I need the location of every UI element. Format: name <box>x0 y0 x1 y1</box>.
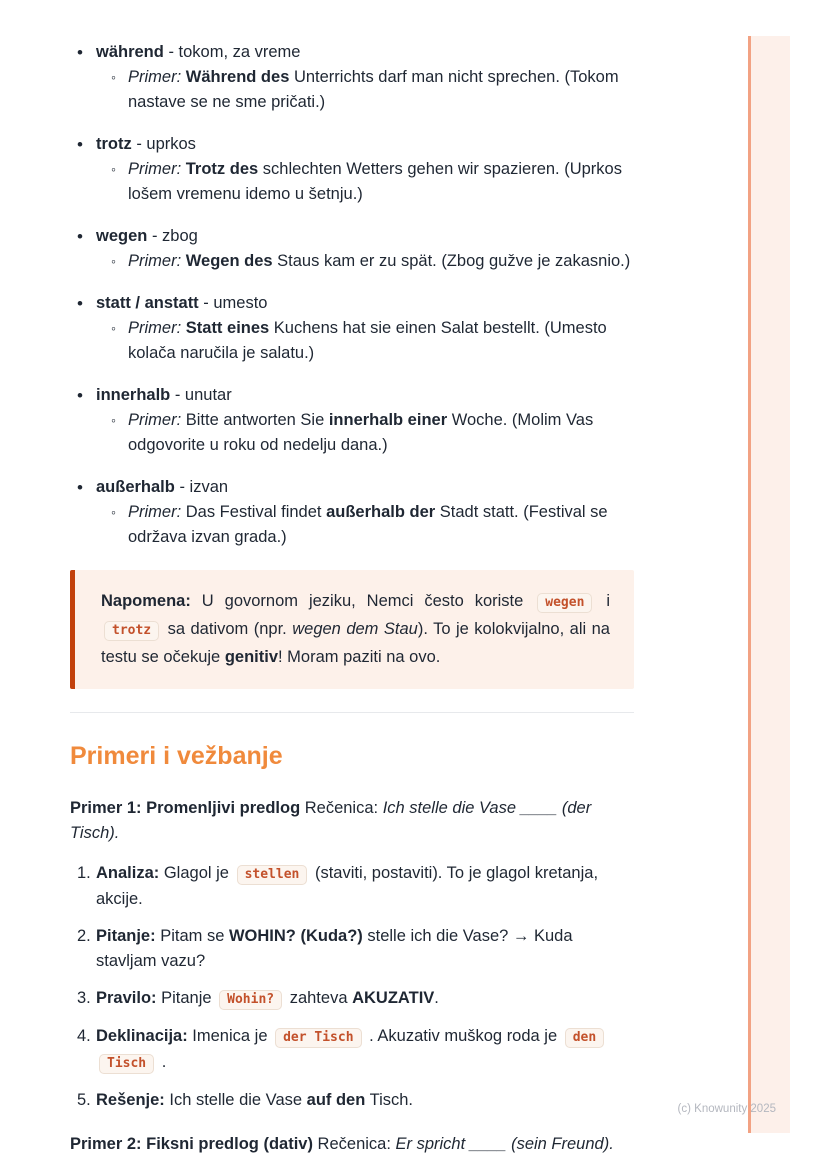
text-segment-bold: Wegen des <box>185 252 273 270</box>
text-segment-bold: Trotz des <box>185 160 259 178</box>
text-segment-text: - zbog <box>147 227 198 245</box>
text-segment-code: Wohin? <box>219 990 282 1010</box>
step-number: 5. <box>77 1091 91 1109</box>
preposition-term <box>96 40 634 65</box>
text-segment-code: den Tisch <box>99 1028 604 1074</box>
preposition-term <box>96 291 634 316</box>
text-segment-bold: auf den <box>306 1091 366 1109</box>
preposition-list <box>70 40 634 550</box>
list-item <box>70 383 634 458</box>
list-item <box>70 291 634 366</box>
text-segment-text: - uprkos <box>131 135 196 153</box>
step-item <box>70 1024 634 1076</box>
text-segment-bold: Analiza: <box>96 864 160 882</box>
circle-bullet-icon: ◦ <box>111 320 116 336</box>
note-callout <box>70 570 634 689</box>
text-segment-text: Tisch. <box>365 1091 413 1109</box>
text-segment-text: stelle ich die Vase? → Kuda stavljam vazu? <box>96 927 573 970</box>
text-segment-code: stellen <box>237 865 308 885</box>
circle-bullet-icon: ◦ <box>111 69 116 85</box>
step-text <box>96 986 634 1012</box>
preposition-term <box>96 475 634 500</box>
section-divider <box>70 712 634 713</box>
text-segment-text: Stadt statt. (Festival se održava izvan grada.) <box>128 503 608 546</box>
example-item <box>96 316 634 366</box>
text-segment-text: Pitam se <box>155 927 229 945</box>
step-text <box>96 1024 634 1076</box>
step-item <box>70 986 634 1012</box>
preposition-example <box>128 65 634 115</box>
text-segment-bold: wegen <box>96 227 148 245</box>
circle-bullet-icon: ◦ <box>111 504 116 520</box>
text-segment-text: zahteva <box>285 989 353 1007</box>
step-text <box>96 861 634 912</box>
preposition-term <box>96 224 634 249</box>
text-segment-text: . Akuzativ muškog roda je <box>364 1027 562 1045</box>
text-segment-text: Unterrichts darf man nicht sprechen. (Tokom nastave se ne sme pričati.) <box>128 68 619 111</box>
text-segment-bold: Primer 1: Promenljivi predlog <box>70 799 301 817</box>
bullet-icon: • <box>77 294 83 313</box>
example-item <box>96 65 634 115</box>
text-segment-text: (staviti, postaviti). To je glagol kretanja, akcije. <box>96 864 599 908</box>
text-segment-text: i <box>595 592 611 610</box>
text-segment-bold: Pravilo: <box>96 989 157 1007</box>
preposition-example <box>128 249 634 274</box>
watermark-text: (c) Knowunity 2025 <box>677 1103 776 1115</box>
text-segment-code: der Tisch <box>275 1028 361 1048</box>
text-segment-text: Bitte antworten Sie <box>181 411 329 429</box>
text-segment-text: - tokom, za vreme <box>163 43 301 61</box>
text-segment-bold: innerhalb einer <box>328 411 448 429</box>
bullet-icon: • <box>77 478 83 497</box>
circle-bullet-icon: ◦ <box>111 161 116 177</box>
bullet-icon: • <box>77 386 83 405</box>
text-segment-bold: Napomena: <box>101 592 191 610</box>
text-segment-text: sa dativom (npr. <box>162 620 293 638</box>
list-item <box>70 475 634 550</box>
text-segment-text: . <box>434 989 439 1007</box>
text-segment-bold: innerhalb <box>96 386 171 404</box>
bullet-icon: • <box>77 135 83 154</box>
text-segment-italic: Primer: <box>128 319 182 337</box>
bullet-icon: • <box>77 227 83 246</box>
text-segment-italic: Primer: <box>128 160 182 178</box>
text-segment-text: U govornom jeziku, Nemci često koriste <box>190 592 535 610</box>
example-item <box>96 249 634 274</box>
preposition-term <box>96 132 634 157</box>
text-segment-text: - izvan <box>174 478 229 496</box>
step-number: 3. <box>77 989 91 1007</box>
preposition-example <box>128 316 634 366</box>
text-segment-italic: Primer: <box>128 252 182 270</box>
text-segment-italic: Primer: <box>128 68 182 86</box>
analysis-steps-list <box>70 861 634 1113</box>
step-item <box>70 924 634 974</box>
text-segment-bold: statt / anstatt <box>96 294 199 312</box>
step-number: 2. <box>77 927 91 945</box>
text-segment-bold: außerhalb <box>96 478 175 496</box>
section-title: Primeri i vežbanje <box>70 742 283 770</box>
text-segment-text: Ich stelle die Vase <box>164 1091 307 1109</box>
text-segment-text: ! Moram paziti na ovo. <box>278 648 441 666</box>
text-segment-text: - umesto <box>198 294 268 312</box>
text-segment-bold: Rešenje: <box>96 1091 165 1109</box>
text-segment-bold: genitiv <box>224 648 279 666</box>
text-segment-text: Glagol je <box>159 864 234 882</box>
primer-2-heading <box>70 1132 634 1157</box>
text-segment-text: Rečenica: <box>312 1135 396 1153</box>
example-item <box>96 500 634 550</box>
text-segment-bold: außerhalb der <box>326 503 436 521</box>
text-segment-text: - unutar <box>170 386 232 404</box>
preposition-example <box>128 157 634 207</box>
circle-bullet-icon: ◦ <box>111 253 116 269</box>
list-item <box>70 40 634 115</box>
list-item <box>70 224 634 274</box>
step-item <box>70 861 634 912</box>
text-segment-bold: Statt eines <box>185 319 270 337</box>
text-segment-text: Das Festival findet <box>181 503 327 521</box>
bullet-icon: • <box>77 43 83 62</box>
text-segment-bold: Pitanje: <box>96 927 156 945</box>
text-segment-italic: Er spricht ____ (sein Freund). <box>395 1135 614 1153</box>
preposition-term <box>96 383 634 408</box>
example-item <box>96 408 634 458</box>
step-number: 4. <box>77 1027 91 1045</box>
circle-bullet-icon: ◦ <box>111 412 116 428</box>
step-text <box>96 1088 634 1113</box>
text-segment-italic: wegen dem Stau <box>292 620 418 638</box>
list-item <box>70 132 634 207</box>
preposition-example <box>128 408 634 458</box>
text-segment-code: wegen <box>537 593 592 613</box>
text-segment-bold: während <box>96 43 164 61</box>
step-text <box>96 924 634 974</box>
text-segment-text: Woche. (Molim Vas odgovorite u roku od nedelju dana.) <box>128 411 594 454</box>
note-text <box>101 588 610 671</box>
primer-1-heading <box>70 796 634 846</box>
example-item <box>96 157 634 207</box>
text-segment-text: Imenica je <box>187 1027 273 1045</box>
text-segment-text: Rečenica: <box>300 799 383 817</box>
page-edge-stripe <box>748 36 790 1133</box>
text-segment-bold: WOHIN? (Kuda?) <box>228 927 363 945</box>
text-segment-bold: Primer 2: Fiksni predlog (dativ) <box>70 1135 313 1153</box>
text-segment-italic: Primer: <box>128 503 182 521</box>
text-segment-code: trotz <box>104 621 159 641</box>
document-page <box>70 40 634 1157</box>
text-segment-text: schlechten Wetters gehen wir spazieren. (Uprkos lošem vremenu idemo u šetnju.) <box>128 160 622 203</box>
text-segment-text: Kuchens hat sie einen Salat bestellt. (Umesto kolača naručila je salatu.) <box>128 319 607 362</box>
text-segment-text: Pitanje <box>156 989 217 1007</box>
text-segment-italic: Primer: <box>128 411 182 429</box>
text-segment-text: Staus kam er zu spät. (Zbog gužve je zakasnio.) <box>272 252 631 270</box>
text-segment-bold: trotz <box>96 135 132 153</box>
step-item <box>70 1088 634 1113</box>
text-segment-text: . <box>157 1053 167 1071</box>
text-segment-text: ). To je kolokvijalno, ali na testu se očekuje <box>101 620 610 666</box>
text-segment-bold: Während des <box>185 68 290 86</box>
text-segment-italic: Ich stelle die Vase ____ (der Tisch). <box>70 799 592 842</box>
step-number: 1. <box>77 864 91 882</box>
preposition-example <box>128 500 634 550</box>
text-segment-bold: Deklinacija: <box>96 1027 188 1045</box>
text-segment-bold: AKUZATIV <box>352 989 435 1007</box>
